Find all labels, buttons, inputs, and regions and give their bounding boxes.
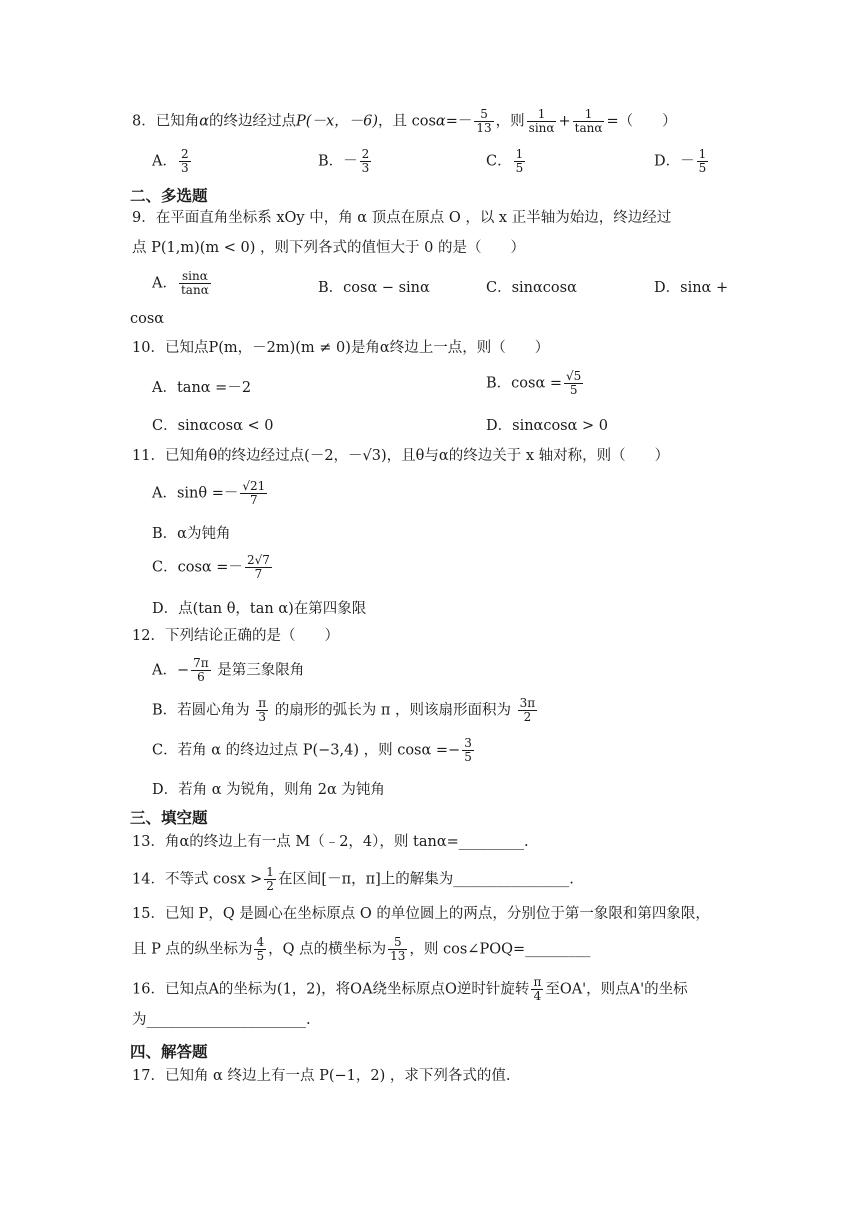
q8-option-d: D．－ $\frac{1}{5}$ [654, 147, 707, 175]
question-9-line1: 9．在平面直角坐标系 xOy 中，角 α 顶点在原点 O ，以 x 正半轴为始边，终边经过 [132, 210, 672, 226]
q10-option-c: C．sinαcosα < 0 [152, 418, 274, 434]
question-10-stem: 10．已知点P(m，－2m)(m ≠ 0)是角α终边上一点，则（ ） [132, 340, 550, 356]
question-14: 14．不等式 cosx > $\frac{1}{2}$ 在区间[－π，π]上的解集为________________. [132, 865, 574, 893]
section-heading-multiple-choice: 二、多选题 [130, 187, 208, 205]
q9-option-d-continued: cosα [130, 311, 165, 327]
q9-option-a: A． $\frac{\sin\alpha}{\tan\alpha}$ [152, 269, 209, 297]
q11-option-a: A．sinθ =－ $\frac{√21}{7}$ [152, 479, 266, 507]
q12-option-a: A．− $\frac{7\pi}{6}$ 是第三象限角 [152, 656, 305, 684]
q10-option-d: D．sinαcosα > 0 [486, 418, 609, 434]
question-11-stem: 11．已知角θ的终边经过点(－2，－√3)，且θ与α的终边关于 x 轴对称，则（ ） [132, 448, 670, 464]
question-17: 17．已知角 α 终边上有一点 P(−1，2) ，求下列各式的值. [132, 1068, 511, 1084]
section-heading-fill-in: 三、填空题 [130, 809, 208, 827]
question-15-line2: 且 P 点的纵坐标为 $\frac{4}{5}$ ，Q 点的横坐标为 $\frac{5}{13}$ ，则 cos∠POQ=_________ [132, 935, 591, 963]
q12-option-b: B．若圆心角为 $\frac{\pi}{3}$ 的扇形的弧长为 π ，则该扇形面积为 $\frac{3\pi}{2}$ [152, 696, 536, 724]
question-13: 13．角α的终边上有一点 M（﹣2，4），则 tanα=_________. [132, 834, 529, 850]
question-15-line1: 15．已知 P，Q 是圆心在坐标原点 O 的单位圆上的两点，分别位于第一象限和第四象限， [132, 906, 710, 922]
q10-option-b: B．cosα = $\frac{√5}{5}$ [486, 369, 582, 397]
q10-option-a: A．tanα =－2 [152, 380, 252, 396]
question-16-line2: 为______________________. [132, 1012, 311, 1028]
q9-option-b: B．cosα − sinα [318, 280, 430, 296]
question-16-line1: 16．已知点A的坐标为(1，2)，将OA绕坐标原点O逆时针旋转 $\frac{\pi}{4}$ 至OA'，则点A'的坐标 [132, 975, 688, 1003]
question-9-line2: 点 P(1,m)(m < 0) ，则下列各式的值恒大于 0 的是（ ） [132, 240, 525, 256]
q8-option-c: C． $\frac{1}{5}$ [486, 147, 524, 175]
q8-option-b: B．－ $\frac{2}{3}$ [318, 147, 370, 175]
q11-option-d: D．点(tan θ，tan α)在第四象限 [152, 601, 367, 617]
q9-option-d: D．sinα + [654, 280, 729, 296]
question-8-stem: 8．已知角α的终边经过点P(－x，－6)，且 cosα=－ $\frac{5}{13}$ ，则 $\frac{1}{\sin\alpha}$ + $\frac{1}{\tan\alpha}$ =（ ） [132, 107, 677, 135]
section-heading-answer: 四、解答题 [130, 1043, 208, 1061]
q11-option-b: B．α为钝角 [152, 526, 231, 542]
q11-option-c: C．cosα =－ $\frac{2√7}{7}$ [152, 553, 270, 581]
q12-option-c: C．若角 α 的终边过点 P(−3,4) ，则 cosα =− $\frac{3}{5}$ [152, 736, 472, 764]
question-12-stem: 12．下列结论正确的是（ ） [132, 628, 339, 644]
q9-option-c: C．sinαcosα [486, 280, 577, 296]
q8-option-a: A． $\frac{2}{3}$ [152, 147, 189, 175]
q12-option-d: D．若角 α 为锐角，则角 2α 为钝角 [152, 782, 385, 798]
